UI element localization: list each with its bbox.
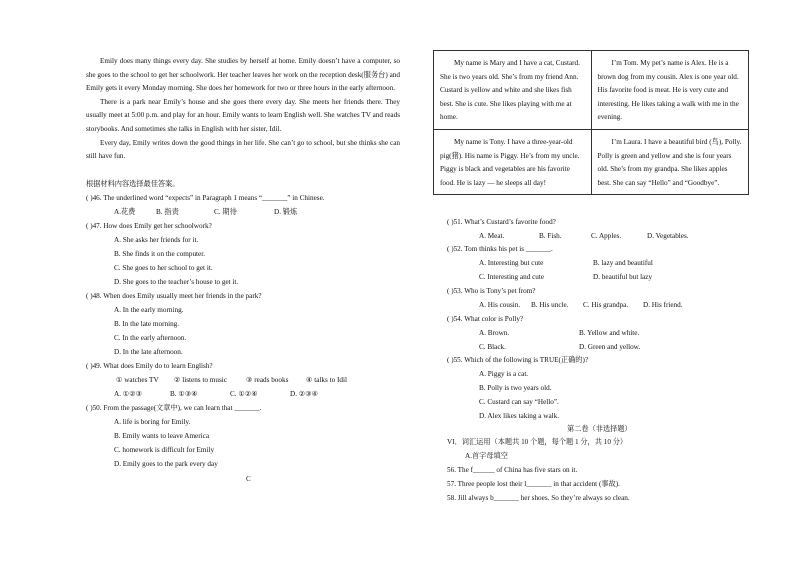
q46-option-c: C. 期待 bbox=[214, 208, 237, 216]
q55-option-a: A. Piggy is a cat. bbox=[479, 370, 529, 378]
q49-item-2: ② listens to music bbox=[174, 376, 227, 384]
q50-option-d: D. Emily goes to the park every day bbox=[114, 460, 218, 468]
profile-cell-laura bbox=[591, 129, 749, 194]
q49-item-1: ① watches TV bbox=[116, 376, 159, 384]
q55-option-c: C. Custard can say “Hello”. bbox=[479, 398, 559, 406]
q53-option-b: B. His uncle. bbox=[531, 301, 569, 309]
q48-option-c: C. In the early afternoon. bbox=[114, 334, 187, 342]
q48-stem: ( )48. When does Emily usually meet her friends in the park? bbox=[86, 292, 262, 300]
q49-option-d: D. ②③④ bbox=[290, 390, 319, 398]
q50-stem: ( )50. From the passage(文章中), we can learn that _______. bbox=[86, 404, 262, 412]
q51-option-d: D. Vegetables. bbox=[647, 232, 689, 240]
q47-option-b: B. She finds it on the computer. bbox=[114, 250, 206, 258]
q52-option-a: A. Interesting but cute bbox=[479, 259, 544, 267]
q52-option-d: D. beautiful but lazy bbox=[593, 273, 653, 281]
q53-option-a: A. His cousin. bbox=[479, 301, 521, 309]
q49-item-4: ④ talks to Idil bbox=[306, 376, 347, 384]
q55-stem: ( )55. Which of the following is TRUE(正确的)? bbox=[447, 356, 589, 364]
footer-letter: C bbox=[246, 475, 251, 483]
q49-item-3: ③ reads books bbox=[246, 376, 289, 384]
q50-option-c: C. homework is difficult for Emily bbox=[114, 446, 215, 454]
q58: 58. Jill always b_______ her shoes. So they’re always so clean. bbox=[447, 494, 630, 502]
q55-option-d: D. Alex likes taking a walk. bbox=[479, 412, 560, 420]
q57: 57. Three people lost their l_______ in that accident (事故). bbox=[447, 480, 620, 488]
q49-stem: ( )49. What does Emily do to learn English? bbox=[86, 362, 213, 370]
q56: 56. The f______ of China has five stars on it. bbox=[447, 466, 578, 474]
q47-option-a: A. She asks her friends for it. bbox=[114, 236, 199, 244]
q52-option-b: B. lazy and beautiful bbox=[593, 259, 653, 267]
q53-option-d: D. His friend. bbox=[643, 301, 683, 309]
q54-option-b: B. Yellow and white. bbox=[579, 329, 640, 337]
q50-option-a: A. life is boring for Emily. bbox=[114, 418, 191, 426]
q50-option-b: B. Emily wants to leave America bbox=[114, 432, 210, 440]
q52-stem: ( )52. Tom thinks his pet is _______. bbox=[447, 245, 553, 253]
q47-option-d: D. She goes to the teacher’s house to get it. bbox=[114, 278, 239, 286]
passage-paragraph-3: Every day, Emily writes down the good things in her life. She can’t go to school, but she thinks she can still have fun. bbox=[86, 138, 400, 161]
passage-paragraph-2: There is a park near Emily’s house and she goes there every day. She meets her friends there. They usually meet at 5:00 p.m. and play for an hour. Emily wants to learn English well. She watches TV and reads storybooks. And sometimes she talks in English with her sister, Idil. bbox=[86, 97, 400, 133]
q49-option-a: A. ①②③ bbox=[114, 390, 143, 398]
q54-stem: ( )54. What color is Polly? bbox=[447, 315, 524, 323]
reading-passage bbox=[86, 55, 400, 164]
passage-paragraph-1: Emily does many things every day. She studies by herself at home. Emily doesn’t have a computer, so she goes to the school to get her schoolwork. Her teacher leaves her work on the reception desk(服务台) and Emily gets it every Monday morning. She does her homework for two or three hours in the early afternoon. bbox=[86, 57, 400, 93]
q47-option-c: C. She goes to her school to get it. bbox=[114, 264, 213, 272]
q54-option-d: D. Green and yellow. bbox=[579, 343, 641, 351]
q49-option-c: C. ①②④ bbox=[230, 390, 258, 398]
profile-cell-tom bbox=[591, 51, 749, 130]
q52-option-c: C. Interesting and cute bbox=[479, 273, 545, 281]
q51-option-b: B. Fish. bbox=[539, 232, 562, 240]
profile-text-tom: I’m Tom. My pet’s name is Alex. He is a brown dog from my cousin. Alex is one year old. His favorite food is meat. He is very cute and interesting. He likes taking a walk with me in the evening. bbox=[597, 59, 739, 122]
q46-stem: ( )46. The underlined word “expects” in Paragraph 1 means “_______” in Chinese. bbox=[86, 194, 325, 202]
profile-text-tony: My name is Tony. I have a three-year-old pig(猪). His name is Piggy. He’s from my uncle. Piggy is black and vegetables are his favorite food. He is lazy — he sleeps all day! bbox=[440, 137, 580, 187]
q51-option-a: A. Meat. bbox=[479, 232, 505, 240]
profile-cell-tony bbox=[434, 129, 592, 194]
q54-option-c: C. Black. bbox=[479, 343, 506, 351]
profile-text-mary: My name is Mary and I have a cat, Custard. She is two years old. She’s from my friend Ann. Custard is yellow and white and she likes fish best. She is cute. She likes playing with me at home. bbox=[440, 59, 580, 122]
q53-option-c: C. His grandpa. bbox=[583, 301, 629, 309]
profile-cell-mary bbox=[434, 51, 592, 130]
q47-stem: ( )47. How does Emily get her schoolwork? bbox=[86, 222, 212, 230]
q51-option-c: C. Apples. bbox=[591, 232, 622, 240]
profile-text-laura: I’m Laura. I have a beautiful bird (鸟), Polly. Polly is green and yellow and she is four years old. She’s from my grandpa. She likes apples best. She can say “Hello” and “Goodbye”. bbox=[597, 137, 742, 187]
q54-option-a: A. Brown. bbox=[479, 329, 510, 337]
q53-stem: ( )53. Who is Tony’s pet from? bbox=[447, 287, 536, 295]
section6-title: VI．词汇运用（本题共 10 个题，每个题 1 分，共 10 分） bbox=[447, 438, 628, 446]
q55-option-b: B. Polly is two years old. bbox=[479, 384, 552, 392]
q48-option-b: B. In the late morning. bbox=[114, 320, 180, 328]
part2-title: 第二卷（非选择题） bbox=[567, 425, 632, 433]
q46-option-d: D. 锻炼 bbox=[274, 208, 298, 216]
section-a-title: A.首字母填空 bbox=[465, 452, 508, 460]
q46-option-b: B. 指责 bbox=[156, 208, 179, 216]
instruction: 根据材料内容选择最佳答案。 bbox=[86, 180, 180, 188]
q51-stem: ( )51. What’s Custard’s favorite food? bbox=[447, 218, 556, 226]
q46-option-a: A.花费 bbox=[114, 208, 136, 216]
q49-option-b: B. ①③④ bbox=[170, 390, 198, 398]
q48-option-d: D. In the late afternoon. bbox=[114, 348, 183, 356]
pet-profiles-table bbox=[433, 50, 749, 195]
q48-option-a: A. In the early morning. bbox=[114, 306, 184, 314]
